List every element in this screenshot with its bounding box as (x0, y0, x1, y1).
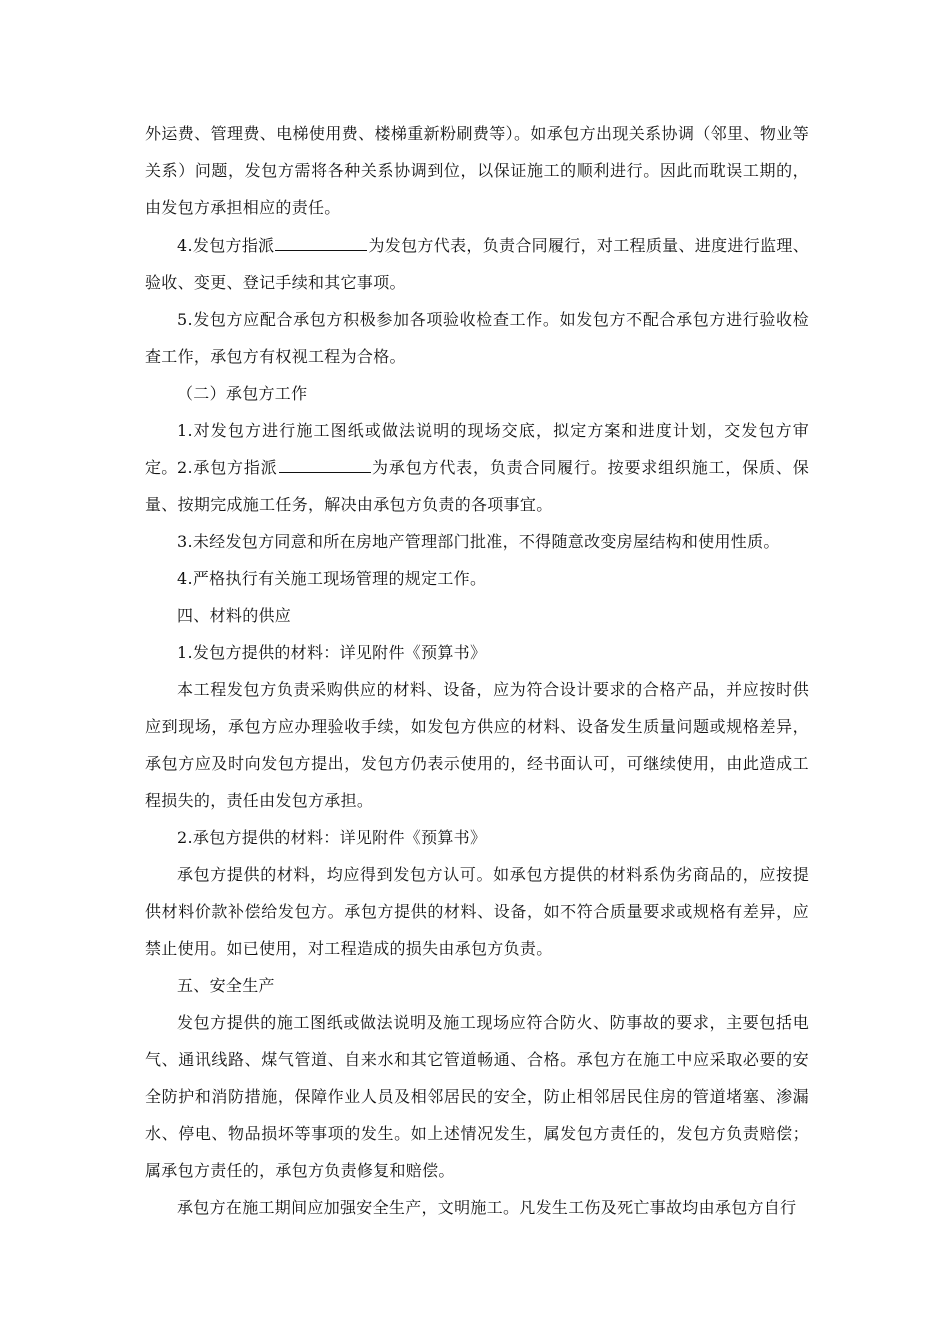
text-lead: 2.承包方指派 (177, 458, 278, 477)
paragraph-contractor-materials: 2.承包方提供的材料：详见附件《预算书》 (177, 828, 487, 847)
paragraph-fees-and-coordination: 外运费、管理费、电梯使用费、楼梯重新粉刷费等）。如承包方出现关系协调（邻里、物业等关系）问题，发包方需将各种关系协调到位，以保证施工的顺利进行。因此而耽误工期的，由发包方承担相应的责任。 (145, 124, 809, 217)
paragraph-employer-materials-detail: 本工程发包方负责采购供应的材料、设备，应为符合设计要求的合格产品，并应按时供应到现场，承包方应办理验收手续，如发包方供应的材料、设备发生质量问题或规格差异，承包方应及时向发包方提出，发包方仍表示使用的，经书面认可，可继续使用，由此造成工程损失的，责任由发包方承担。 (145, 680, 809, 810)
heading-safety-production: 五、安全生产 (177, 976, 275, 995)
paragraph-acceptance-inspection: 5.发包方应配合承包方积极参加各项验收检查工作。如发包方不配合承包方进行验收检查工作，承包方有权视工程为合格。 (145, 310, 809, 366)
paragraph-contractor-item-3: 3.未经发包方同意和所在房地产管理部门批准，不得随意改变房屋结构和使用性质。 (177, 532, 780, 551)
representative-name-blank (279, 458, 371, 473)
text-lead: 4.发包方指派 (177, 236, 275, 255)
paragraph-contractor-materials-detail: 承包方提供的材料，均应得到发包方认可。如承包方提供的材料系伪劣商品的，应按提供材料价款补偿给发包方。承包方提供的材料、设备，如不符合质量要求或规格有差异，应禁止使用。如已使用，对工程造成的损失由承包方负责。 (145, 865, 809, 958)
paragraph-safe-construction: 承包方在施工期间应加强安全生产，文明施工。凡发生工伤及死亡事故均由承包方自行 (177, 1198, 797, 1217)
paragraph-safety-requirements: 发包方提供的施工图纸或做法说明及施工现场应符合防火、防事故的要求，主要包括电气、通讯线路、煤气管道、自来水和其它管道畅通、合格。承包方在施工中应采取必要的安全防护和消防措施，保障作业人员及相邻居民的安全，防止相邻居民住房的管道堵塞、渗漏水、停电、物品损坏等事项的发生。如上述情况发生，属发包方责任的，发包方负责赔偿；属承包方责任的，承包方负责修复和赔偿。 (145, 1013, 809, 1180)
heading-material-supply: 四、材料的供应 (177, 606, 292, 625)
paragraph-contractor-representative (145, 449, 809, 523)
paragraph-employer-materials: 1.发包方提供的材料：详见附件《预算书》 (177, 643, 487, 662)
text-tail: 为承包方代表，负责合同履行。按要求组织施工，保质、保量、按期完成施工任务，解决由承包方负责的各项事宜。 (145, 458, 809, 514)
paragraph-employer-representative (145, 227, 809, 301)
text-tail: 为发包方代表，负责合同履行，对工程质量、进度进行监理、验收、变更、登记手续和其它事项。 (145, 236, 809, 292)
heading-contractor-work: （二）承包方工作 (177, 384, 308, 403)
paragraph-contractor-item-1: 1.对发包方进行施工图纸或做法说明的现场交底，拟定方案和进度计划，交发包方审定。 (145, 421, 809, 477)
paragraph-contractor-item-4: 4.严格执行有关施工现场管理的规定工作。 (177, 569, 487, 588)
representative-name-blank (275, 236, 367, 251)
